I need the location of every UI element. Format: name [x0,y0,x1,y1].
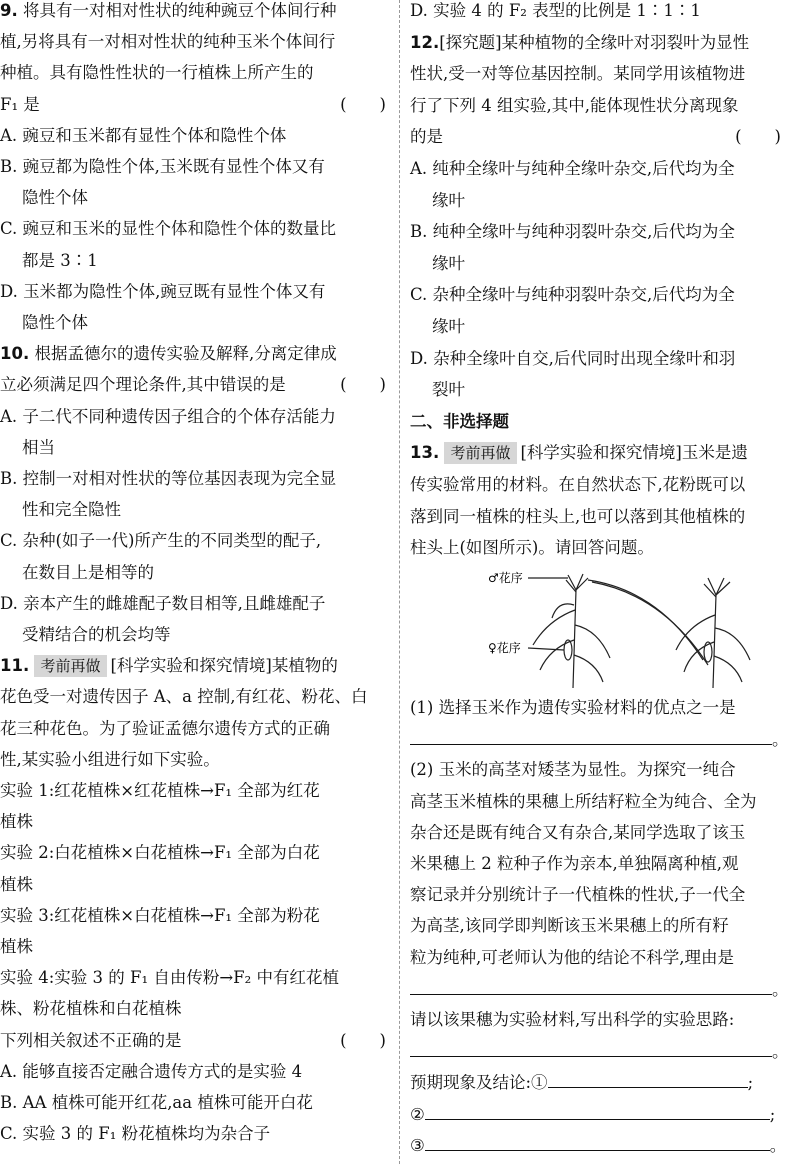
text-line [410,253,785,275]
line-text: (2) 玉米的高茎对矮茎为显性。为探究一纯合 [410,760,736,780]
line-end-punct: ; [747,1073,754,1093]
text-line [0,655,390,677]
text-line [0,437,390,459]
line-text: 米果穗上 2 粒种子作为亲本,单独隔离种植,观 [410,854,739,873]
question-number: 13. [410,443,440,463]
text-line [0,624,390,646]
answer-blank[interactable] [410,978,772,995]
line-text: A. 豌豆和玉米都有显性个体和隐性个体 [0,125,287,145]
text-line [0,530,390,552]
line-text: C. 豌豆和玉米的显性个体和隐性个体的数量比 [0,219,337,239]
text-line [410,158,785,180]
text-line [410,822,785,844]
text-line [410,506,785,528]
text-line [410,442,785,464]
text-line [0,312,390,334]
text-line [0,156,390,178]
text-line [410,728,789,751]
line-text: 性状,受一对等位基因控制。某同学用该植物进 [410,64,746,84]
text-line [410,190,785,212]
review-tag: 考前再做 [444,442,516,464]
answer-bracket[interactable]: ( ) [340,94,386,114]
line-text: B. 控制一对相对性状的等位基因表现为完全显 [0,469,337,488]
right-leaf [684,642,714,672]
answer-blank[interactable] [425,1103,770,1120]
question-number: 11. [0,656,30,676]
answer-bracket[interactable]: ( ) [735,127,781,147]
text-line [0,218,390,240]
text-line [410,791,785,813]
answer-bracket[interactable]: ( ) [340,1030,386,1050]
text-line [0,1030,390,1052]
line-text: 落到同一植株的柱头上,也可以落到其他植株的 [410,506,746,526]
line-text: 裂叶 [432,380,465,400]
text-line [410,474,785,496]
line-text: 实验 4:实验 3 的 F₁ 自由传粉→F₂ 中有红花植 [0,968,339,988]
line-text: D. 玉米都为隐性个体,豌豆既有显性个体又有 [0,281,326,301]
text-line [410,316,785,338]
line-text: 根据孟德尔的遗传实验及解释,分离定律成 [29,344,337,364]
text-line [0,187,390,209]
line-text: 隐性个体 [22,188,88,208]
line-end-punct: 。 [772,730,789,750]
text-line [410,348,785,370]
question-number: 9. [0,1,18,20]
text-line [0,1092,390,1114]
line-text: C. 杂种(如子一代)所产生的不同类型的配子, [0,531,322,551]
line-text: 立必须满足四个理论条件,其中错误的是 [0,375,286,395]
left-leaf [575,625,610,658]
line-text: F₁ 是 [0,94,40,114]
left-leaf [540,640,574,670]
text-line [0,0,390,22]
text-line [410,1103,785,1126]
text-line [410,126,785,148]
text-line [410,284,785,306]
line-text: [科学实验和探究情境]某植物的 [110,656,338,676]
answer-blank[interactable] [425,1134,770,1151]
text-line [0,62,390,84]
text-line [0,780,390,802]
right-leaf [715,628,750,660]
text-line [410,63,785,85]
text-line [410,379,785,401]
line-text: 为高茎,该同学即判断该玉米果穗上的所有籽 [410,916,729,936]
question-number: 10. [0,344,30,364]
text-line [0,1061,390,1083]
pollen-path [592,582,708,665]
line-text: 植株 [0,937,33,956]
text-line [0,874,390,896]
text-line [0,686,390,708]
text-line [410,1071,785,1094]
text-line [0,499,390,521]
line-end-punct: 。 [772,1042,789,1062]
text-line [0,593,390,615]
text-line [0,562,390,584]
answer-bracket[interactable]: ( ) [340,375,386,395]
text-line [0,374,390,396]
text-line [410,1040,789,1063]
line-text: 种植。具有隐性性状的一行植株上所产生的 [0,63,314,83]
female-inflorescence-label: ♀花序 [488,641,521,655]
text-line [410,221,785,243]
line-text: 花色受一对遗传因子 A、a 控制,有红花、粉花、白 [0,687,368,707]
text-line [0,281,390,303]
line-text: 实验 2:白花植株×白花植株→F₁ 全部为白花 [0,843,320,863]
text-line [0,406,390,428]
answer-blank[interactable] [548,1071,748,1088]
text-line [410,978,789,1001]
line-text: 株、粉花植株和白花植株 [0,999,182,1019]
line-text: D. 实验 4 的 F₂ 表型的比例是 1∶1∶1 [410,1,701,20]
line-text: A. 纯种全缘叶与纯种全缘叶杂交,后代均为全 [410,159,735,178]
line-text: 实验 3:红花植株×白花植株→F₁ 全部为粉花 [0,905,320,925]
text-line [0,31,390,53]
text-line [0,468,390,490]
line-text: 传实验常用的材料。在自然状态下,花粉既可以 [410,475,746,494]
text-line [0,905,390,927]
corn-pollination-figure [488,570,788,690]
right-plant-stem [713,595,716,688]
text-line [410,1134,785,1157]
line-end-punct: 。 [772,979,789,999]
line-text: D. 亲本产生的雌雄配子数目相等,且雌雄配子 [0,593,326,613]
line-text: 高茎玉米植株的果穗上所结籽粒全为纯合、全为 [410,791,757,811]
line-text: B. 纯种全缘叶与纯种羽裂叶杂交,后代均为全 [410,222,735,242]
line-text: ② [410,1104,425,1124]
line-text: 缘叶 [432,317,465,336]
line-text: 实验 1:红花植株×红花植株→F₁ 全部为红花 [0,781,320,800]
right-tassel [704,578,730,597]
line-text: 柱头上(如图所示)。请回答问题。 [410,538,654,558]
line-text: 预期现象及结论:① [410,1073,548,1093]
left-leaf [574,655,603,682]
line-text: A. 子二代不同种遗传因子组合的个体存活能力 [0,406,336,426]
text-line [410,884,785,906]
text-line [0,1123,390,1145]
right-leaf [714,656,742,682]
text-line [410,32,785,54]
female-label-pointer [528,648,564,650]
text-line [0,749,390,771]
line-text: 植,另将具有一对相对性状的纯种玉米个体间行 [0,32,336,52]
line-text: 将具有一对相对性状的纯种豌豆个体间行种 [17,1,337,20]
line-text: B. 豌豆都为隐性个体,玉米既有显性个体又有 [0,157,325,176]
text-line [410,537,785,559]
line-text: C. 实验 3 的 F₁ 粉花植株均为杂合子 [0,1124,271,1144]
line-text: A. 能够直接否定融合遗传方式的是实验 4 [0,1061,303,1081]
line-text: 缘叶 [432,253,465,273]
text-line [0,343,390,365]
text-line [0,998,390,1020]
line-text: 性和完全隐性 [22,500,121,520]
column-divider [399,0,400,1164]
text-line [0,125,390,147]
line-text: [科学实验和探究情境]玉米是遗 [520,443,748,463]
line-text: 在数目上是相等的 [22,562,154,582]
line-text: [探究题]某种植物的全缘叶对羽裂叶为显性 [439,32,750,52]
review-tag: 考前再做 [34,655,106,677]
text-line [410,95,785,117]
text-line [410,853,785,875]
text-line [410,697,785,719]
text-line [0,718,390,740]
text-line [0,811,390,833]
line-text: 花三种花色。为了验证孟德尔遗传方式的正确 [0,718,330,738]
text-line [0,94,390,116]
line-text: 都是 3∶1 [22,250,98,270]
text-line [410,915,785,937]
line-text: 察记录并分别统计子一代植株的性状,子一代全 [410,885,746,905]
male-inflorescence-label: ♂花序 [488,571,523,585]
text-line [410,411,785,433]
line-text: 请以该果穗为实验材料,写出科学的实验思路: [410,1010,735,1029]
text-line [410,759,785,781]
line-text: ③ [410,1135,425,1155]
line-text: 杂合还是既有纯合又有杂合,某同学选取了该玉 [410,822,746,842]
line-text: 缘叶 [432,190,465,210]
line-text: C. 杂种全缘叶与纯种羽裂叶杂交,后代均为全 [410,285,735,305]
line-text: 受精结合的机会均等 [22,625,171,644]
text-line [410,947,785,969]
line-text: 下列相关叙述不正确的是 [0,1030,182,1050]
line-text: 隐性个体 [22,313,88,332]
text-line [410,0,785,22]
left-tassel [566,574,588,592]
line-text: 植株 [0,874,33,894]
line-text: (1) 选择玉米作为遗传实验材料的优点之一是 [410,698,736,717]
text-line [0,936,390,958]
line-text: 植株 [0,812,33,832]
left-ear [564,640,572,660]
answer-blank[interactable] [410,728,772,745]
text-line [0,842,390,864]
line-text: 粒为纯种,可老师认为他的结论不科学,理由是 [410,947,734,967]
line-text: 行了下列 4 组实验,其中,能体现性状分离现象 [410,95,739,115]
line-end-punct: 。 [769,1135,787,1155]
line-text: D. 杂种全缘叶自交,后代同时出现全缘叶和羽 [410,348,736,368]
answer-blank[interactable] [410,1040,772,1057]
line-text: 相当 [22,437,55,457]
question-number: 12. [410,32,440,52]
line-text: 性,某实验小组进行如下实验。 [0,749,220,769]
text-line [0,967,390,989]
text-line [410,1009,785,1031]
line-text: 的是 [410,127,443,147]
line-end-punct: ; [769,1104,776,1124]
line-text: B. AA 植株可能开红花,aa 植株可能开白花 [0,1093,313,1112]
text-line [0,250,390,272]
section-heading: 二、非选择题 [410,411,509,431]
